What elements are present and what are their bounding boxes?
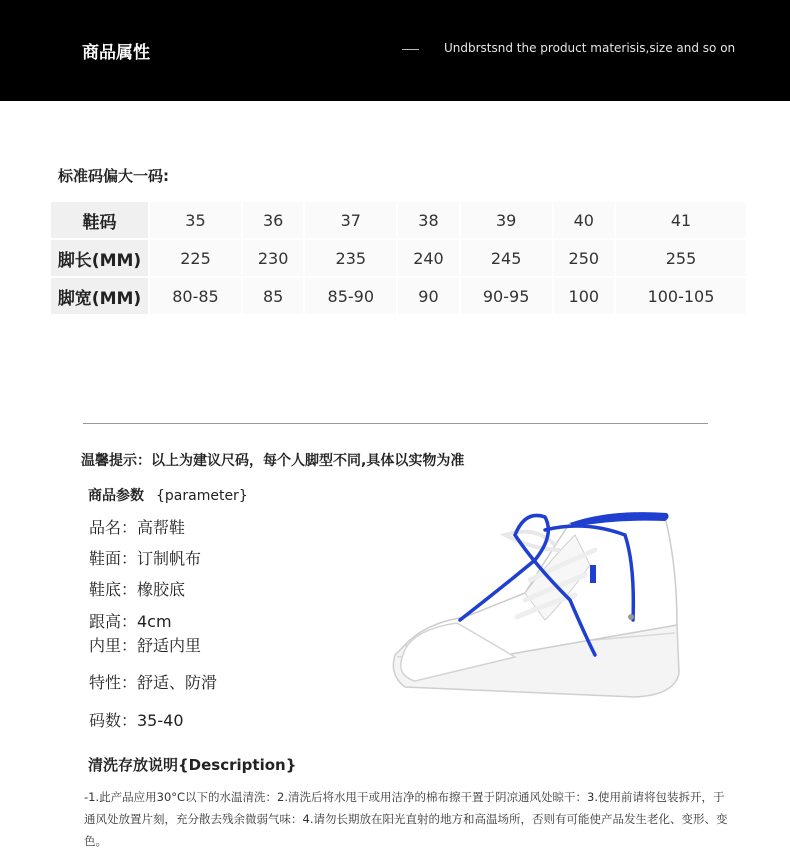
size-table-row-label: 鞋码	[50, 201, 149, 239]
header-title: 商品属性	[82, 43, 150, 63]
size-table-cell: 85-90	[304, 277, 397, 315]
section-divider	[83, 423, 708, 424]
spec-lining: 内里：舒适内里	[89, 636, 202, 655]
size-table-cell: 100-105	[615, 277, 747, 315]
size-table-cell: 37	[304, 201, 397, 239]
size-table-cell: 255	[615, 239, 747, 277]
header-dash	[402, 49, 419, 50]
size-table-cell: 245	[460, 239, 553, 277]
size-tip: 温馨提示：以上为建议尺码，每个人脚型不同,具体以实物为准	[81, 453, 465, 469]
size-table-cell: 240	[397, 239, 459, 277]
spec-feature: 特性：舒适、防滑	[89, 673, 218, 692]
size-heading: 标准码偏大一码:	[58, 167, 169, 185]
spec-sole: 鞋底：橡胶底	[89, 580, 186, 599]
description-text: -1.此产品应用30°C以下的水温清洗：2.清洗后将水甩干或用洁净的棉布擦干置于阴凉通风处晾干：3.使用前请将包装拆开，于通风处放置片刻，充分散去残余微弱气味：4.请勿长期放在阳光直射的地方和高温场所，否则有可能使产品发生老化、变形、变色。	[84, 790, 728, 848]
spec-name: 品名：高帮鞋	[89, 518, 186, 537]
size-table-cell: 36	[242, 201, 304, 239]
spec-size: 码数：35-40	[89, 711, 184, 730]
spec-upper: 鞋面：订制帆布	[89, 549, 202, 568]
description-title: 清洗存放说明{Description}	[88, 756, 297, 774]
size-table-row	[50, 201, 747, 239]
params-title-en: {parameter}	[156, 488, 248, 504]
size-table-row	[50, 239, 747, 277]
spec-heel: 跟高：4cm	[89, 612, 172, 631]
params-title	[88, 485, 248, 505]
size-table-cell: 80-85	[149, 277, 242, 315]
size-table-cell: 39	[460, 201, 553, 239]
page-header	[0, 0, 790, 101]
high-top-sneaker-image	[385, 505, 695, 705]
size-table-cell: 41	[615, 201, 747, 239]
size-table-row-label: 脚长(MM)	[50, 239, 149, 277]
size-table-cell: 250	[553, 239, 615, 277]
size-table-row-label: 脚宽(MM)	[50, 277, 149, 315]
size-table-cell: 90-95	[460, 277, 553, 315]
size-table-cell: 35	[149, 201, 242, 239]
size-table-cell: 38	[397, 201, 459, 239]
size-table-row	[50, 277, 747, 315]
params-title-zh: 商品参数	[88, 488, 144, 504]
size-table-cell: 100	[553, 277, 615, 315]
size-table-cell: 230	[242, 239, 304, 277]
size-table-cell: 225	[149, 239, 242, 277]
size-table-cell: 85	[242, 277, 304, 315]
size-table-cell: 235	[304, 239, 397, 277]
size-table-cell: 90	[397, 277, 459, 315]
header-subtitle: Undbrstsnd the product materisis,size and so on	[444, 41, 736, 55]
size-table-cell: 40	[553, 201, 615, 239]
size-table	[49, 200, 748, 316]
